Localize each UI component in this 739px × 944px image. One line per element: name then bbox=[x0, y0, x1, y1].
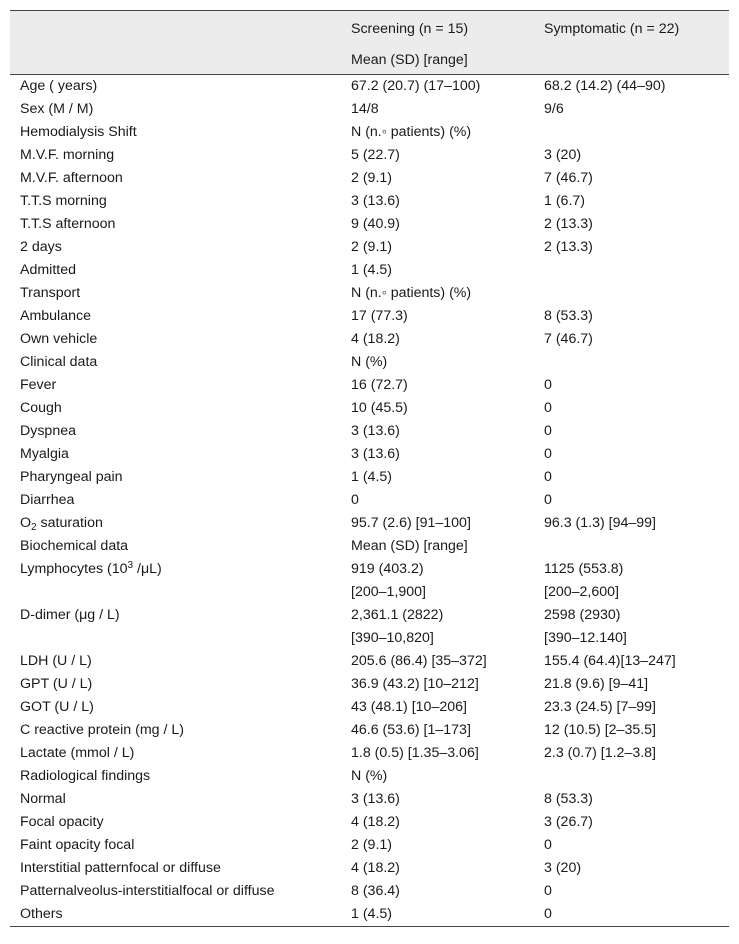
row-label-superscript: 3 bbox=[127, 560, 134, 571]
symptomatic-value: 2 (13.3) bbox=[544, 216, 593, 232]
screening-value: 205.6 (86.4) [35–372] bbox=[351, 653, 487, 669]
screening-value: N (%) bbox=[351, 354, 388, 370]
symptomatic-value: 2.3 (0.7) [1.2–3.8] bbox=[544, 745, 656, 761]
screening-value: 1 (4.5) bbox=[351, 262, 393, 278]
screening-value: N (%) bbox=[351, 768, 388, 784]
row-label: D-dimer (μg / L) bbox=[20, 607, 120, 623]
screening-value: 4 (18.2) bbox=[351, 331, 400, 347]
row-label: Sex (M / M) bbox=[20, 101, 94, 117]
table-row bbox=[10, 374, 729, 397]
symptomatic-value: 1 (6.7) bbox=[544, 193, 586, 209]
row-label: Age ( years) bbox=[10, 75, 343, 99]
table-row bbox=[10, 857, 729, 880]
row-label-rest: saturation bbox=[36, 515, 103, 531]
row-label-main: O bbox=[20, 515, 32, 531]
table-row bbox=[10, 351, 729, 374]
row-label: Focal opacity bbox=[20, 814, 104, 830]
table-row bbox=[10, 581, 729, 604]
symptomatic-value bbox=[536, 259, 729, 282]
row-label bbox=[10, 627, 343, 650]
symptomatic-value: 0 bbox=[536, 903, 729, 927]
row-label: LDH (U / L) bbox=[20, 653, 92, 669]
screening-value: 4 (18.2) bbox=[351, 814, 400, 830]
row-label: Patternalveolus-interstitialfocal or diffuse bbox=[20, 883, 275, 899]
screening-value: 4 (18.2) bbox=[351, 860, 400, 876]
symptomatic-value: 3 (20) bbox=[544, 147, 582, 163]
row-label: GOT (U / L) bbox=[20, 699, 94, 715]
table-row bbox=[10, 466, 729, 489]
header-screening: Screening (n = 15) bbox=[351, 21, 469, 37]
row-label bbox=[10, 581, 343, 604]
screening-value: 14/8 bbox=[351, 101, 379, 117]
table-row bbox=[10, 144, 729, 167]
symptomatic-value: 0 bbox=[544, 400, 552, 416]
symptomatic-value: 7 (46.7) bbox=[544, 331, 593, 347]
screening-value: 43 (48.1) [10–206] bbox=[351, 699, 467, 715]
screening-value: 46.6 (53.6) [1–173] bbox=[351, 722, 471, 738]
table-row bbox=[10, 167, 729, 190]
header-sub-stat: Mean (SD) [range] bbox=[351, 51, 468, 68]
symptomatic-value bbox=[536, 535, 729, 558]
symptomatic-value: 2 (13.3) bbox=[544, 239, 593, 255]
row-label: Lactate (mmol / L) bbox=[20, 745, 135, 761]
row-label: Others bbox=[10, 903, 343, 927]
symptomatic-value: 3 (20) bbox=[544, 860, 582, 876]
table-row bbox=[10, 75, 729, 99]
row-label: Pharyngeal pain bbox=[20, 469, 123, 485]
table-row bbox=[10, 98, 729, 121]
table-row bbox=[10, 282, 729, 305]
table-row bbox=[10, 765, 729, 788]
table-row bbox=[10, 420, 729, 443]
table-row bbox=[10, 397, 729, 420]
screening-value: [200–1,900] bbox=[351, 584, 426, 600]
table-row bbox=[10, 627, 729, 650]
table-row bbox=[10, 305, 729, 328]
header-symptomatic: Symptomatic (n = 22) bbox=[544, 21, 680, 37]
screening-value: 919 (403.2) bbox=[351, 561, 424, 577]
row-label: Hemodialysis Shift bbox=[20, 124, 137, 140]
row-label-subscript: 2 bbox=[31, 522, 37, 533]
screening-value: 16 (72.7) bbox=[351, 377, 408, 393]
table-row bbox=[10, 788, 729, 811]
screening-value: N (n.◦ patients) (%) bbox=[351, 124, 472, 140]
symptomatic-value: 0 bbox=[544, 492, 552, 508]
symptomatic-value: 12 (10.5) [2–35.5] bbox=[544, 722, 657, 738]
symptomatic-value bbox=[536, 121, 729, 144]
symptomatic-value bbox=[536, 351, 729, 374]
symptomatic-value: 0 bbox=[544, 469, 552, 485]
symptomatic-value: 0 bbox=[544, 377, 552, 393]
symptomatic-value: 0 bbox=[544, 837, 552, 853]
row-label: Dyspnea bbox=[20, 423, 76, 439]
symptomatic-value: 3 (26.7) bbox=[544, 814, 593, 830]
symptomatic-value: 0 bbox=[544, 883, 552, 899]
table-row bbox=[10, 742, 729, 765]
row-label-main: Lymphocytes (10 bbox=[20, 561, 128, 577]
row-label: Admitted bbox=[20, 262, 76, 278]
symptomatic-value: 155.4 (64.4)[13–247] bbox=[544, 653, 676, 669]
row-label-rest: /μL) bbox=[133, 561, 162, 577]
row-label: 2 days bbox=[20, 239, 62, 255]
table-row bbox=[10, 903, 729, 927]
table-row bbox=[10, 719, 729, 742]
table-row bbox=[10, 512, 729, 535]
screening-value: 5 (22.7) bbox=[351, 147, 400, 163]
header-label-cell bbox=[10, 11, 343, 46]
screening-value: 95.7 (2.6) [91–100] bbox=[351, 515, 471, 531]
header-sub-empty bbox=[10, 45, 343, 75]
row-label: C reactive protein (mg / L) bbox=[20, 722, 185, 738]
screening-value: 0 bbox=[351, 492, 359, 508]
row-label: Biochemical data bbox=[20, 538, 129, 554]
row-label: Own vehicle bbox=[20, 331, 98, 347]
row-label: Fever bbox=[20, 377, 57, 393]
row-label: T.T.S morning bbox=[20, 193, 107, 209]
row-label: Cough bbox=[20, 400, 62, 416]
screening-value: 1 (4.5) bbox=[343, 903, 536, 927]
symptomatic-value: 1125 (553.8) bbox=[544, 561, 624, 577]
symptomatic-value: 8 (53.3) bbox=[544, 791, 593, 807]
patient-characteristics-table bbox=[10, 10, 729, 927]
symptomatic-value: 96.3 (1.3) [94–99] bbox=[544, 515, 657, 531]
screening-value: 1 (4.5) bbox=[351, 469, 393, 485]
symptomatic-value: 21.8 (9.6) [9–41] bbox=[544, 676, 649, 692]
screening-value: 3 (13.6) bbox=[351, 193, 400, 209]
row-label: Myalgia bbox=[20, 446, 69, 462]
symptomatic-value: 68.2 (14.2) (44–90) bbox=[536, 75, 729, 99]
row-label bbox=[10, 512, 343, 535]
symptomatic-value: [200–2,600] bbox=[544, 584, 619, 600]
table-row bbox=[10, 121, 729, 144]
screening-value: 2,361.1 (2822) bbox=[351, 607, 444, 623]
symptomatic-value bbox=[536, 282, 729, 305]
screening-value: Mean (SD) [range] bbox=[351, 538, 468, 554]
header-subrow bbox=[10, 45, 729, 75]
row-label: Diarrhea bbox=[20, 492, 75, 508]
symptomatic-value: 7 (46.7) bbox=[544, 170, 593, 186]
symptomatic-value bbox=[536, 765, 729, 788]
table-row bbox=[10, 259, 729, 282]
screening-value: 10 (45.5) bbox=[351, 400, 408, 416]
symptomatic-value: [390–12.140] bbox=[544, 630, 627, 646]
table-row bbox=[10, 696, 729, 719]
symptomatic-value: 0 bbox=[544, 446, 552, 462]
table-row bbox=[10, 604, 729, 627]
row-label: Normal bbox=[20, 791, 66, 807]
table-row bbox=[10, 213, 729, 236]
screening-value: 67.2 (20.7) (17–100) bbox=[343, 75, 536, 99]
screening-value: 36.9 (43.2) [10–212] bbox=[351, 676, 479, 692]
row-label: Clinical data bbox=[20, 354, 98, 370]
symptomatic-value: 2598 (2930) bbox=[544, 607, 621, 623]
table-body bbox=[10, 75, 729, 927]
table-row bbox=[10, 236, 729, 259]
row-label: Interstitial patternfocal or diffuse bbox=[20, 860, 221, 876]
row-label: Radiological findings bbox=[20, 768, 151, 784]
table-row bbox=[10, 190, 729, 213]
screening-value: 2 (9.1) bbox=[351, 239, 393, 255]
table-row bbox=[10, 558, 729, 581]
screening-value: 8 (36.4) bbox=[351, 883, 400, 899]
table-row bbox=[10, 880, 729, 903]
row-label: Transport bbox=[20, 285, 81, 301]
symptomatic-value: 8 (53.3) bbox=[544, 308, 593, 324]
symptomatic-value: 23.3 (24.5) [7–99] bbox=[544, 699, 657, 715]
screening-value: 2 (9.1) bbox=[351, 837, 393, 853]
screening-value: 17 (77.3) bbox=[351, 308, 408, 324]
data-table-container bbox=[10, 10, 729, 927]
table-row bbox=[10, 443, 729, 466]
row-label: T.T.S afternoon bbox=[20, 216, 116, 232]
row-label: M.V.F. morning bbox=[20, 147, 115, 163]
row-label: Faint opacity focal bbox=[20, 837, 135, 853]
row-label bbox=[10, 558, 343, 581]
table-row bbox=[10, 834, 729, 857]
screening-value: 3 (13.6) bbox=[351, 791, 400, 807]
table-row bbox=[10, 328, 729, 351]
symptomatic-value: 9/6 bbox=[544, 101, 564, 117]
screening-value: [390–10,820] bbox=[351, 630, 434, 646]
screening-value: 2 (9.1) bbox=[351, 170, 393, 186]
table-row bbox=[10, 673, 729, 696]
row-label: M.V.F. afternoon bbox=[20, 170, 123, 186]
header-sub-empty-2 bbox=[536, 45, 729, 75]
screening-value: 3 (13.6) bbox=[351, 446, 400, 462]
table-row bbox=[10, 811, 729, 834]
screening-value: 3 (13.6) bbox=[351, 423, 400, 439]
table-row bbox=[10, 650, 729, 673]
table-row bbox=[10, 535, 729, 558]
screening-value: 9 (40.9) bbox=[351, 216, 400, 232]
screening-value: N (n.◦ patients) (%) bbox=[351, 285, 472, 301]
symptomatic-value: 0 bbox=[544, 423, 552, 439]
row-label: GPT (U / L) bbox=[20, 676, 93, 692]
table-header bbox=[10, 11, 729, 75]
header-row bbox=[10, 11, 729, 46]
table-row bbox=[10, 489, 729, 512]
row-label: Ambulance bbox=[20, 308, 91, 324]
screening-value: 1.8 (0.5) [1.35–3.06] bbox=[351, 745, 479, 761]
